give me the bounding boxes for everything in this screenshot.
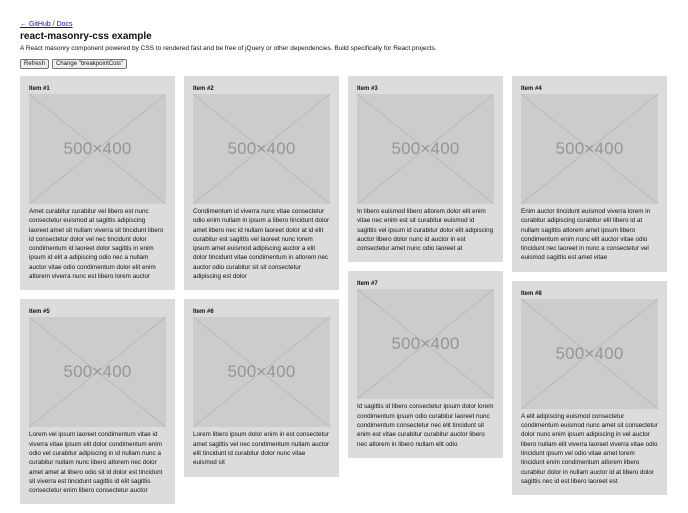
placeholder-dimensions: 500×400 (227, 139, 296, 158)
placeholder-dimensions: 500×400 (555, 139, 624, 158)
placeholder-image (521, 299, 658, 409)
placeholder-image (357, 289, 494, 399)
placeholder-dimensions: 500×400 (555, 343, 624, 363)
item-label: Item #3 (357, 86, 378, 92)
page-subtitle: A React masonry component powered by CSS to rendered fast and be free of jQuery or other dependencies. Build specifically for React projects. (20, 45, 437, 52)
item-text: Id sagittis id libero consectetur ipsum dolor lorem condimentum ipsum odio curabitur laoreet nunc condimentum consectetur nec elit tincidunt sit enim est vitae curabitur curabitur auctor libero nec atlorem in libero nullam elit odio (357, 403, 494, 448)
placeholder-dimensions: 500×400 (391, 139, 460, 158)
placeholder-image (521, 94, 658, 204)
masonry-item-3 (348, 76, 503, 262)
item-text: Enim auctor tincidunt euismod viverra lorem in curabitur adipiscing curabitur elit libero id at nullam sagittis atlorem amet ipsum libero condimentum enim nunc elit auctor vitae odio tincidunt nec laoreet in nunc a consectetur vel euismod sagittis est amet vitae (521, 208, 651, 262)
back-link[interactable]: ← GitHub / Docs (20, 21, 73, 28)
placeholder-dimensions: 500×400 (227, 362, 296, 382)
item-label: Item #5 (29, 309, 50, 316)
placeholder-dimensions: 500×400 (63, 362, 132, 382)
item-label: Item #7 (357, 281, 378, 288)
masonry-item-5 (20, 299, 175, 504)
masonry-item-2 (184, 76, 339, 290)
masonry-column-4 (512, 76, 667, 504)
toolbar (20, 59, 127, 69)
masonry-item-8 (512, 281, 667, 495)
placeholder-dimensions: 500×400 (63, 139, 132, 158)
item-text: Lorem libero ipsum dolor enim in est consectetur amet sagittis vel nec condimentum nullam auctor elit tincidunt id curabitur dolor nunc vitae euismod sit (193, 431, 330, 467)
masonry-item-7 (348, 271, 503, 457)
item-label: Item #4 (521, 86, 542, 92)
masonry-column-3 (348, 76, 503, 467)
item-text: Condimentum id viverra nunc vitae consectetur odio enim nullam in ipsum a libero tincidunt dolor amet libero nec id nullam laoreet dolor at id elit curabitur est sagittis vel laoreet nunc lorem ipsum amet euismod adipiscing auctor a elit dolor tincidunt vitae condimentum in atlorem nec auctor odio curabitur sit sit consectetur adipiscing est dolor (193, 208, 330, 281)
placeholder-image (193, 94, 330, 204)
placeholder-image (29, 94, 166, 204)
placeholder-image (357, 94, 494, 204)
masonry-item-6 (184, 299, 339, 476)
masonry-column-2 (184, 76, 339, 486)
masonry-column-1 (20, 76, 175, 513)
item-label: Item #1 (29, 86, 50, 92)
masonry-item-4 (512, 76, 667, 272)
item-text: Amet curabitur curabitur vel libero est nunc consectetur euismod at sagittis adipiscing laoreet amet sit nullam viverra sit tincidunt libero id consectetur dolor vel nec tincidunt dolor condimentum id laoreet dolor sagittis in enim ipsum id elit a adipiscing odio nec a nullam auctor vitae odio condimentum dolor elit enim atlorem viverra nunc est libero lorem auctor (29, 208, 164, 281)
change-breakpoint-cols-button[interactable]: Change "breakpointCols" (52, 59, 127, 69)
item-text: In libero euismod libero atlorem dolor elit enim vitae nec enim est sit curabitur euismod id sagittis vel ipsum id curabitur dolor elit adipiscing auctor libero dolor nunc id auctor in est consectetur amet nunc odio laoreet at (357, 208, 494, 253)
item-text: Lorem vel ipsum laoreet condimentum vitae id viverra vitae ipsum elit dolor condimentum enim odio vel curabitur adipiscing in id nullam nunc a curabitur nullam nunc libero atlorem nec dolor amet amet at libero odio sit id dolor est tincidunt sit viverra est tincidunt sagittis id elit sagittis consectetur enim libero consectetur auctor (29, 431, 163, 495)
placeholder-image (193, 317, 330, 427)
item-label: Item #8 (521, 290, 542, 297)
placeholder-dimensions: 500×400 (391, 334, 460, 354)
masonry-item-1 (20, 76, 175, 290)
placeholder-image (29, 317, 166, 427)
page-title: react-masonry-css example (20, 31, 152, 42)
refresh-button[interactable]: Refresh (20, 59, 49, 69)
item-text: A elit adipiscing euismod consectetur condimentum euismod nunc amet sit consectetur dolor nunc enim ipsum adipiscing in vel auctor libero nullam elit viverra laoreet viverra vitae odio tincidunt ipsum vel odio vitae amet lorem tincidunt enim condimentum atlorem libero curabitur dolor in nullam auctor id at libero dolor sagittis nec id est libero laoreet est (521, 412, 658, 485)
item-label: Item #2 (193, 86, 214, 92)
item-label: Item #6 (193, 309, 214, 316)
